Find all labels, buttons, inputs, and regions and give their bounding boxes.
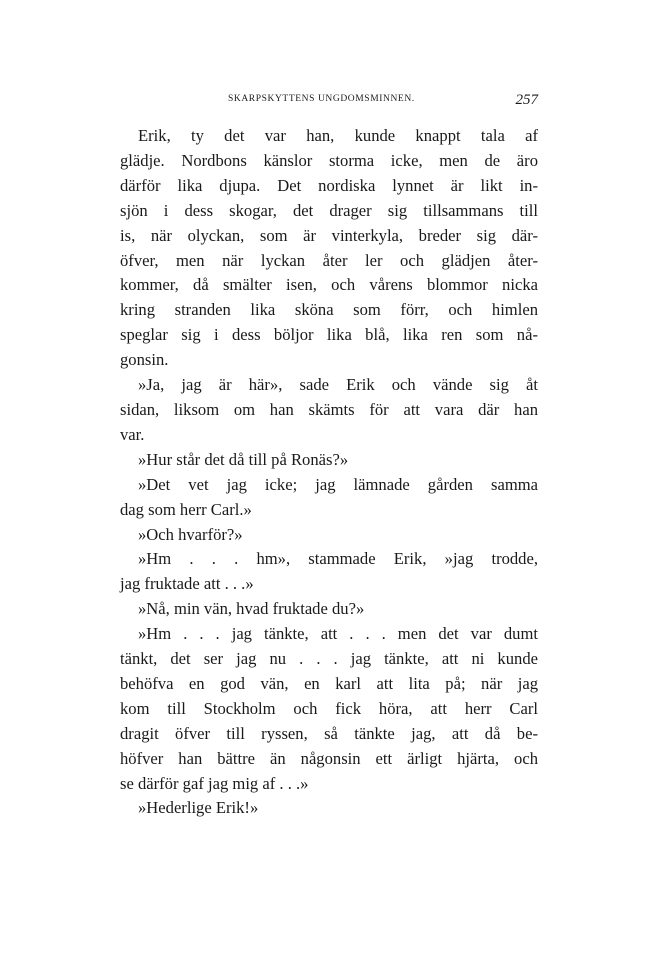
text-line: is, när olyckan, som är vinterkyla, breder sig där- xyxy=(120,225,538,245)
text-line: kom till Stockholm och fick höra, att herr Carl xyxy=(120,698,538,718)
text-line: behöfva en god vän, en karl att lita på; när jag xyxy=(120,673,538,693)
text-line: sidan, liksom om han skämts för att vara där han xyxy=(120,399,538,419)
running-head xyxy=(120,94,538,110)
running-title: SKARPSKYTTENS UNGDOMSMINNEN. xyxy=(228,94,415,104)
paragraph xyxy=(120,523,538,548)
text-line: »Nå, min vän, hvad fruktade du?» xyxy=(138,599,365,619)
text-line: »Hm . . . hm», stammade Erik, »jag trodde, xyxy=(138,549,538,569)
text-line: gonsin. xyxy=(120,350,169,370)
text-line: kommer, då smälter isen, och vårens blommor nicka xyxy=(120,275,538,295)
paragraph xyxy=(120,622,538,796)
paragraph xyxy=(120,597,538,622)
paragraph xyxy=(120,473,538,523)
text-line: tänkt, det ser jag nu . . . jag tänkte, att ni kunde xyxy=(120,649,538,669)
paragraph xyxy=(120,124,538,373)
text-line: öfver, men när lyckan åter ler och glädjen åter- xyxy=(120,250,538,270)
paragraph xyxy=(120,373,538,448)
paragraph xyxy=(120,547,538,597)
text-line: »Och hvarför?» xyxy=(138,524,243,544)
text-line: höfver han bättre än någonsin ett ärligt hjärta, och xyxy=(120,748,538,768)
text-line: »Hm . . . jag tänkte, att . . . men det var dumt xyxy=(138,624,538,644)
text-line: dag som herr Carl.» xyxy=(120,499,252,519)
text-line: jag fruktade att . . .» xyxy=(120,574,254,594)
text-line: Erik, ty det var han, kunde knappt tala af xyxy=(138,126,538,145)
text-line: »Ja, jag är här», sade Erik och vände sig åt xyxy=(138,375,538,395)
text-line: »Hur står det då till på Ronäs?» xyxy=(138,449,349,469)
text-line: speglar sig i dess böljor lika blå, lika ren som nå- xyxy=(120,325,538,345)
text-line: sjön i dess skogar, det drager sig tillsammans till xyxy=(120,200,538,220)
text-line: se därför gaf jag mig af . . .» xyxy=(120,773,309,793)
text-line: var. xyxy=(120,424,145,444)
text-line: dragit öfver till ryssen, så tänkte jag, att då be- xyxy=(120,723,538,743)
text-line: glädje. Nordbons känslor storma icke, men de äro xyxy=(120,150,538,170)
paragraph xyxy=(120,448,538,473)
paragraph xyxy=(120,796,538,821)
text-line: »Det vet jag icke; jag lämnade gården samma xyxy=(138,474,538,494)
text-line: »Hederlige Erik!» xyxy=(138,798,259,818)
body-text xyxy=(120,124,538,821)
text-line: därför lika djupa. Det nordiska lynnet är likt in- xyxy=(120,175,538,195)
text-line: kring stranden lika sköna som förr, och himlen xyxy=(120,300,538,320)
page-number: 257 xyxy=(515,92,538,108)
